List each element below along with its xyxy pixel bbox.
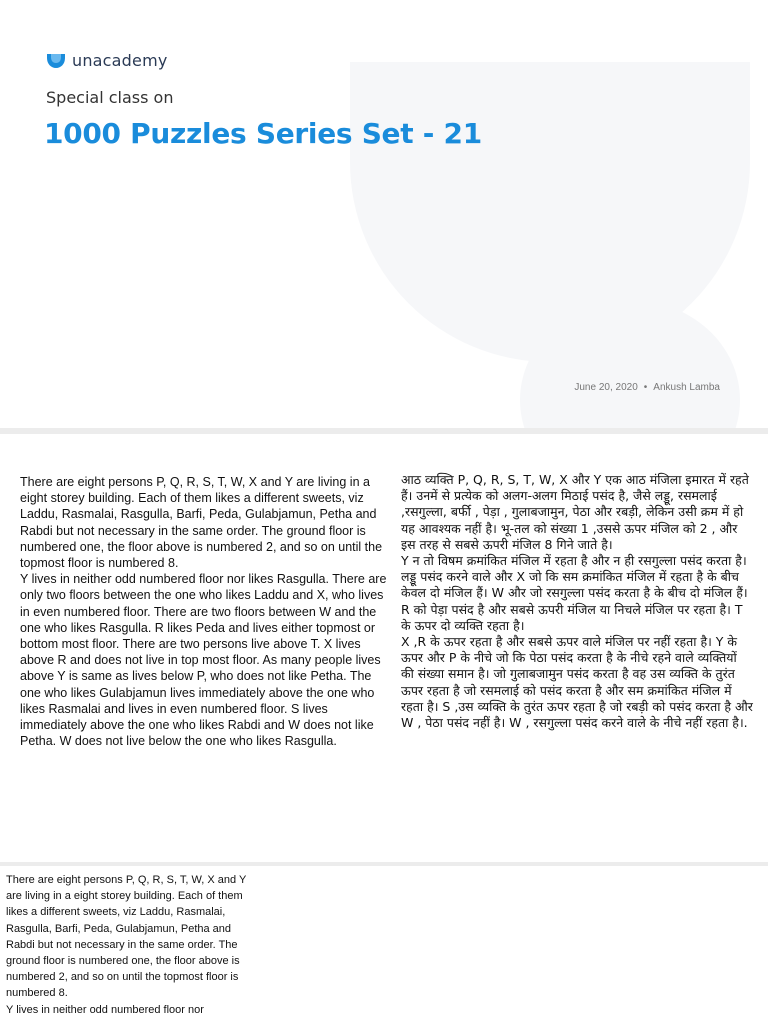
english-puzzle-text	[20, 474, 392, 749]
english-puzzle-text-small	[6, 872, 258, 1018]
separator-dot: •	[643, 382, 648, 393]
english-paragraph: There are eight persons P, Q, R, S, T, W, X and Y are living in a eight storey building. Each of them likes a different sweets, viz Laddu, Rasmalai, Rasgulla, Barfi, Peda, Gulabjamun, Petha and Rabdi but not necessary in the same order. The ground floor is numbered one, the floor above is numbered 2, and so on until the topmost floor is numbered 8.	[6, 874, 247, 1000]
hindi-paragraph: Y न तो विषम क्रमांकित मंजिल में रहता है और न ही रसगुल्ला पसंद करता है।लड्डू पसंद करने वाले और X जो कि सम क्रमांकित मंजिल में रहता है के बीच केवल दो मंजिल हैं। W और जो रसगुल्ला पसंद करता है के बीच दो मंजिल हैं। R को पेड़ा पसंद है और सबसे ऊपरी मंजिल या निचले मंजिल पर रहता है। T के ऊपर दो व्यक्ति रहता है।	[401, 553, 748, 633]
brand-name: unacademy	[72, 50, 168, 70]
brand	[46, 50, 168, 70]
slide-meta	[574, 382, 720, 393]
hindi-paragraph: X ,R के ऊपर रहता है और सबसे ऊपर वाले मंजिल पर नहीं रहता है। Y के ऊपर और P के नीचे जो कि पेठा पसंद करता है के नीचे रहने वाले व्यक्तियों की संख्या समान है। जो गुलाबजामुन पसंद करता है वह उस व्यक्ति के तुरंत ऊपर रहता है जो रसमलाई को पसंद करता है और सम क्रमांकित मंजिल में रहता है। S ,उस व्यक्ति के तुरंत ऊपर रहता है जो रबड़ी को पसंद करता है और W , पेठा पसंद नहीं है। W , रसगुल्ला पसंद करने वाले के नीचे नहीं रहता है।.	[401, 634, 753, 731]
english-paragraph: Y lives in neither odd numbered floor nor	[6, 1003, 204, 1016]
unacademy-logo-icon	[46, 50, 66, 70]
slide-title: 1000 Puzzles Series Set - 21	[44, 117, 482, 150]
english-paragraph: There are eight persons P, Q, R, S, T, W, X and Y are living in a eight storey building. Each of them likes a different sweets, viz Laddu, Rasmalai, Rasgulla, Barfi, Peda, Gulabjamun, Petha and Rabdi but not necessary in the same order. The ground floor is numbered one, the floor above is numbered 2, and so on until the topmost floor is numbered 8.	[20, 475, 383, 571]
slide-subtitle: Special class on	[46, 88, 174, 107]
hindi-paragraph: आठ व्यक्ति P, Q, R, S, T, W, X और Y एक आठ मंजिला इमारत में रहते हैं। उनमें से प्रत्येक को अलग-अलग मिठाई पसंद है, जैसे लड्डू, रसमलाई ,रसगुल्ला, बर्फी , पेड़ा , गुलाबजामुन, पेठा और रबड़ी, लेकिन उसी क्रम में हो यह आवश्यक नहीं है। भू-तल को संख्या 1 ,उससे ऊपर मंजिल को 2 , और इस तरह से सबसे ऊपरी मंजिल 8 गिने जाते है।	[401, 472, 749, 552]
author-label: Ankush Lamba	[653, 382, 720, 393]
date-label: June 20, 2020	[574, 382, 638, 393]
hindi-puzzle-text	[401, 472, 753, 731]
puzzle-slide	[0, 434, 768, 862]
title-slide	[0, 0, 768, 428]
partial-puzzle-slide	[0, 866, 768, 1024]
english-paragraph: Y lives in neither odd numbered floor nor likes Rasgulla. There are only two floors between the one who likes Laddu and X, who lives in even numbered floor. There are two floors between W and the one who likes Rasgulla. R likes Peda and lives either topmost or bottom most floor. There are two persons live above T. X lives above R and does not live in top most floor. As many people lives above Y is same as lives below P, who does not like Petha. The one who likes Gulabjamun lives immediately above the one who likes Rasmalai and lives in even numbered floor. S lives immediately above the one who likes Rabdi and W does not like Petha. W does not live below the one who likes Rasgulla.	[20, 572, 387, 749]
